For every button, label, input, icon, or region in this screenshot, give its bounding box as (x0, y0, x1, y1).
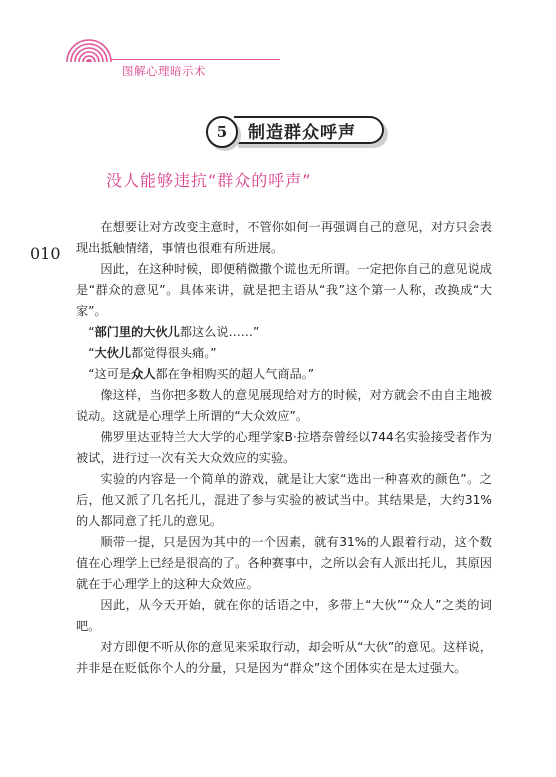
paragraph: 对方即便不听从你的意见来采取行动，却会听从“大伙”的意见。这样说，并非是在贬低你个人的分量，只是因为“群众”这个团体实在是太过强大。 (76, 640, 492, 675)
example-quote: “大伙儿都觉得很头痛。” (88, 346, 217, 360)
paragraph: 在想要让对方改变主意时，不管你如何一再强调自己的意见，对方只会表现出抵触情绪，事情也很难有所进展。 (76, 220, 492, 255)
paragraph: 实验的内容是一个简单的游戏，就是让大家“选出一种喜欢的颜色”。之后，他又派了几名托儿，混进了参与实验的被试当中。其结果是，大约31%的人都同意了托儿的意见。 (76, 472, 492, 528)
running-header: 图解心理暗示术 (122, 64, 206, 78)
paragraph: 因此，从今天开始，就在你的话语之中，多带上“大伙”“众人”之类的词吧。 (76, 598, 492, 633)
paragraph: 因此，在这种时候，即便稍微撒个谎也无所谓。一定把你自己的意见说成是“群众的意见”。具体来讲，就是把主语从“我”这个第一人称，改换成“大家”。 (76, 262, 492, 318)
header-rule (110, 59, 280, 60)
section-subtitle: 没人能够违抗“群众的呼声” (106, 171, 312, 190)
chapter-number: 5 (206, 116, 238, 148)
chapter-title: 制造群众呼声 (234, 116, 384, 144)
paragraph: 像这样，当你把多数人的意见展现给对方的时候，对方就会不由自主地被说动。这就是心理学上所谓的“大众效应”。 (76, 388, 492, 423)
example-quote: “部门里的大伙儿都这么说……” (88, 325, 260, 339)
header-concentric-arcs-icon (66, 36, 112, 62)
example-quote: “这可是众人都在争相购买的超人气商品。” (88, 367, 315, 381)
paragraph: 佛罗里达亚特兰大大学的心理学家B·拉塔奈曾经以744名实验接受者作为被试，进行过一次有关大众效应的实验。 (76, 430, 492, 465)
page-number: 010 (30, 244, 61, 263)
article-body (76, 217, 492, 679)
paragraph: 顺带一提，只是因为其中的一个因素，就有31%的人跟着行动，这个数值在心理学上已经是很高的了。各种赛事中，之所以会有人派出托儿，其原因就在于心理学上的这种大众效应。 (76, 535, 492, 591)
